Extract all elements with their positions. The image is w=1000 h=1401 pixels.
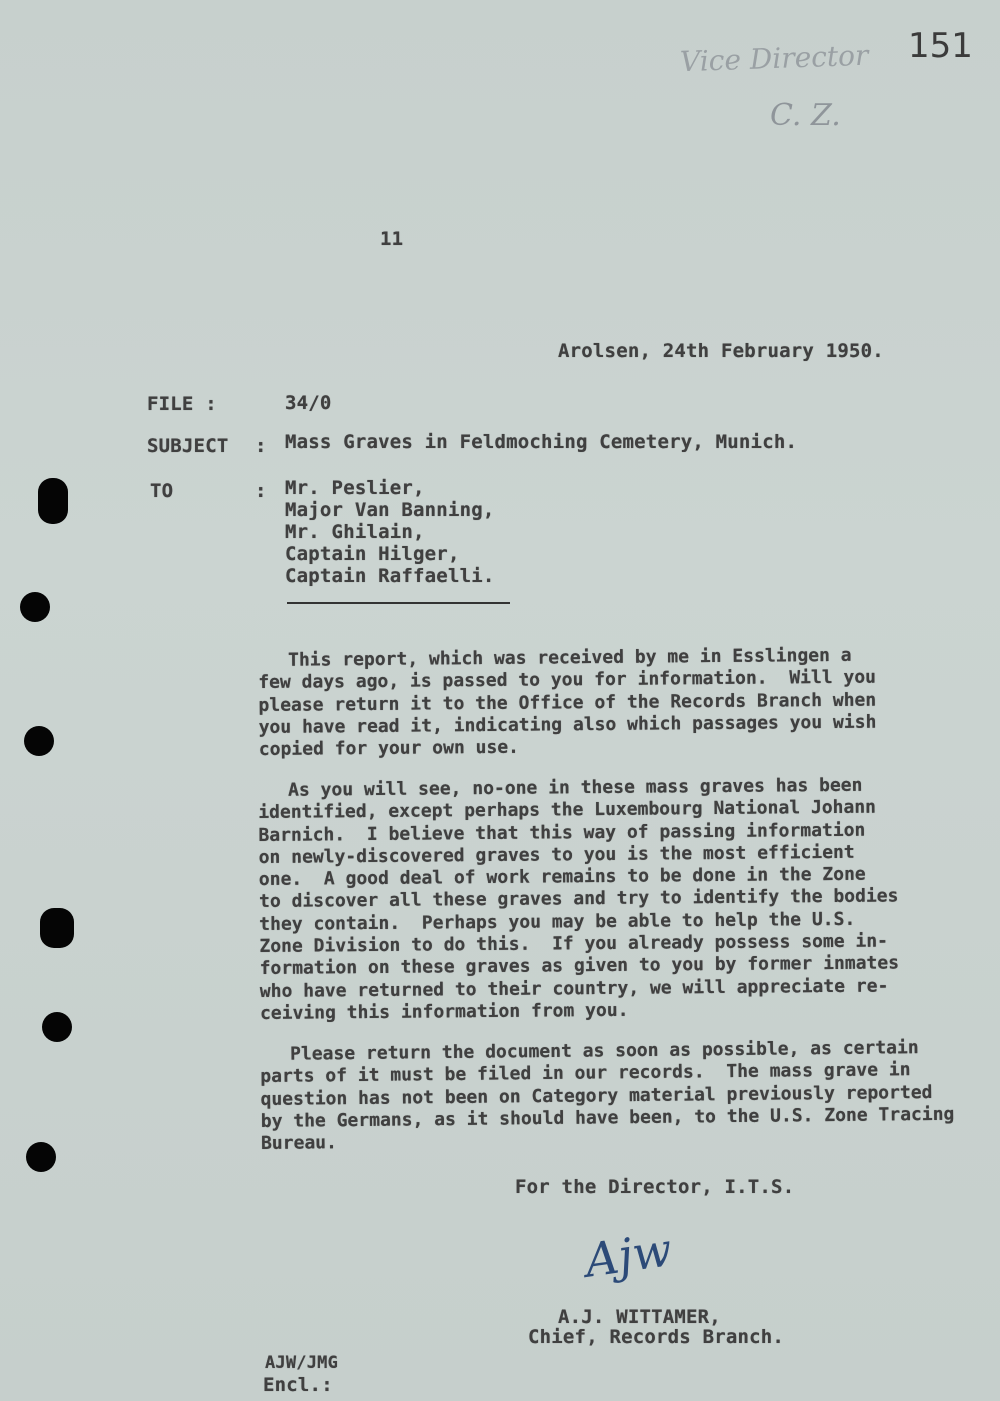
- paragraph-1: [258, 645, 877, 762]
- paragraph-line: ceiving this information from you.: [259, 999, 629, 1024]
- paragraph-line: identified, except perhaps the Luxembourg National Johann: [258, 796, 877, 824]
- punch-hole: [20, 592, 50, 622]
- subject-separator: :: [255, 435, 267, 457]
- paragraph-line: one. A good deal of work remains to be done in the Zone: [258, 863, 866, 891]
- recipient-underline: [287, 602, 510, 604]
- paragraph-line: few days ago, is passed to you for information. Will you: [258, 666, 877, 694]
- paragraph-line: Please return the document as soon as possible, as certain: [289, 1037, 919, 1065]
- paragraph-line: Bureau.: [260, 1132, 338, 1155]
- recipient: Mr. Peslier,: [285, 477, 425, 499]
- enclosure-note: Encl.:: [263, 1374, 333, 1396]
- punch-hole: [38, 478, 68, 524]
- paragraph-2: [258, 774, 900, 1025]
- paragraph-line: question has not been on Category material previously reported: [260, 1081, 933, 1110]
- paragraph-line: on newly-discovered graves to you is the most efficient: [258, 841, 855, 868]
- punch-hole: [24, 726, 54, 756]
- paragraph-line: parts of it must be filed in our records. The mass grave in: [260, 1059, 911, 1088]
- place-date: Arolsen, 24th February 1950.: [558, 340, 884, 362]
- punch-hole: [40, 908, 74, 948]
- to-label: TO: [150, 480, 174, 502]
- recipient-list: [285, 477, 495, 587]
- recipient: Major Van Banning,: [285, 499, 495, 521]
- signatory-title: Chief, Records Branch.: [528, 1326, 785, 1348]
- signature: Ajw: [581, 1222, 676, 1288]
- folio-number: 151: [908, 26, 973, 66]
- paragraph-line: This report, which was received by me in Esslingen a: [287, 644, 852, 671]
- punch-hole: [42, 1012, 72, 1042]
- paragraph-line: As you will see, no-one in these mass graves has been: [287, 774, 863, 801]
- subject-value: Mass Graves in Feldmoching Cemetery, Munich.: [285, 431, 798, 453]
- paragraph-line: copied for your own use.: [258, 736, 520, 761]
- recipient: Mr. Ghilain,: [285, 521, 425, 543]
- handwritten-initials: C. Z.: [770, 98, 841, 133]
- handwritten-note: Vice Director: [679, 38, 869, 79]
- paragraph-line: formation on these graves as given to you by former inmates: [259, 952, 900, 980]
- paragraph-line: by the Germans, as it should have been, to the U.S. Zone Tracing: [260, 1103, 955, 1132]
- paragraph-line: they contain. Perhaps you may be able to help the U.S.: [259, 908, 856, 935]
- signatory-name: A.J. WITTAMER,: [558, 1306, 721, 1328]
- reference-initials: AJW/JMG: [265, 1353, 339, 1373]
- recipient: Captain Raffaelli.: [285, 565, 495, 587]
- closing-line: For the Director, I.T.S.: [515, 1176, 795, 1198]
- paragraph-line: Barnich. I believe that this way of passing information: [258, 819, 866, 846]
- punch-hole: [26, 1142, 56, 1172]
- paragraph-3: [260, 1037, 955, 1156]
- paragraph-line: you have read it, indicating also which passages you wish: [258, 711, 877, 738]
- paragraph-line: please return it to the Office of the Records Branch when: [258, 689, 877, 716]
- file-label: FILE :: [147, 393, 217, 415]
- subject-label: SUBJECT: [147, 435, 229, 457]
- copy-number: 11: [380, 228, 404, 250]
- recipient: Captain Hilger,: [285, 543, 460, 565]
- paragraph-line: to discover all these graves and try to identify the bodies: [258, 885, 899, 913]
- paragraph-line: who have returned to their country, we will appreciate re-: [259, 975, 889, 1002]
- file-value: 34/0: [285, 392, 332, 414]
- to-separator: :: [255, 480, 267, 502]
- paragraph-line: Zone Division to do this. If you already possess some in-: [259, 930, 889, 958]
